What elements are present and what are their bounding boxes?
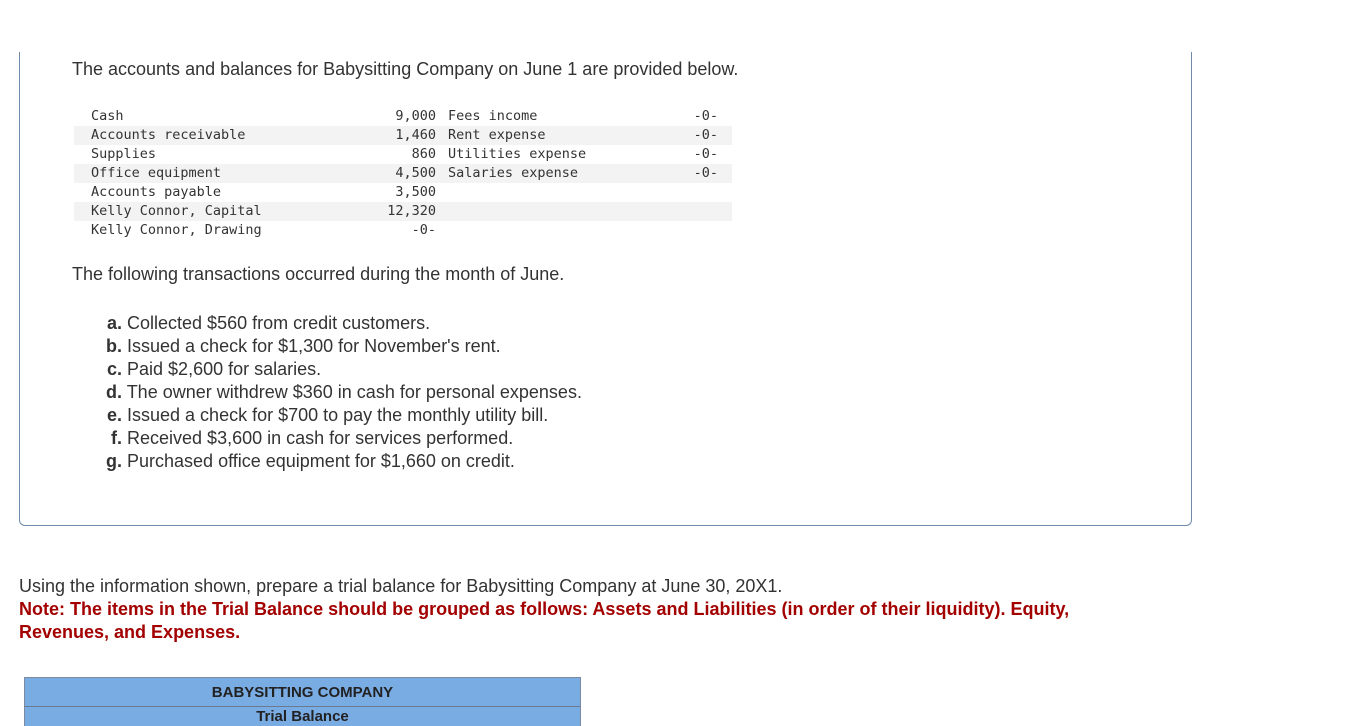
transaction-text: Purchased office equipment for $1,660 on credit.: [127, 451, 515, 471]
table-row: [74, 221, 732, 240]
account-amount: -0-: [638, 126, 732, 145]
account-amount: [638, 202, 732, 221]
list-item: [100, 404, 582, 427]
transaction-letter: b.: [106, 336, 122, 356]
instructions: [19, 575, 1139, 644]
note-text: Note: The items in the Trial Balance should be grouped as follows: Assets and Liabilities (in order of their liquidity). Equity, Revenues, and Expenses.: [19, 599, 1070, 642]
account-name: Office equipment: [74, 164, 341, 183]
table-row: [74, 145, 732, 164]
list-item: [100, 450, 582, 473]
transaction-text: Issued a check for $1,300 for November's rent.: [127, 336, 501, 356]
transaction-letter: d.: [106, 382, 122, 402]
transaction-letter: f.: [111, 428, 122, 448]
account-amount: -0-: [693, 146, 718, 162]
account-amount: 1,460: [341, 126, 436, 145]
account-amount: [638, 183, 732, 202]
account-amount: 9,000: [395, 108, 436, 124]
account-name: Utilities expense: [448, 146, 587, 162]
transactions-list: [100, 312, 582, 473]
transaction-letter: a.: [106, 313, 122, 333]
table-row: [74, 202, 732, 221]
transactions-intro: The following transactions occurred during the month of June.: [72, 264, 565, 284]
transaction-text: Issued a check for $700 to pay the monthly utility bill.: [127, 405, 549, 425]
transaction-text: Paid $2,600 for salaries.: [127, 359, 322, 379]
list-item: [100, 358, 582, 381]
account-amount: 3,500: [395, 184, 436, 200]
table-row: [74, 183, 732, 202]
account-name: Fees income: [448, 108, 538, 124]
account-name: [436, 221, 638, 240]
list-item: [100, 312, 582, 335]
transaction-text: The owner withdrew $360 in cash for personal expenses.: [126, 382, 582, 402]
trial-balance-company-header: BABYSITTING COMPANY: [24, 677, 581, 707]
account-name: Supplies: [91, 146, 157, 162]
account-name: Salaries expense: [436, 164, 638, 183]
account-amount: -0-: [411, 222, 436, 238]
account-name: [436, 202, 638, 221]
transaction-letter: g.: [106, 451, 122, 471]
account-amount: -0-: [638, 164, 732, 183]
account-amount: -0-: [693, 108, 718, 124]
table-row: [74, 126, 732, 145]
account-amount: 12,320: [341, 202, 436, 221]
account-name: Kelly Connor, Capital: [74, 202, 341, 221]
account-amount: 860: [411, 146, 436, 162]
table-row: [74, 107, 732, 126]
transaction-letter: e.: [106, 405, 122, 425]
account-name: Accounts receivable: [74, 126, 341, 145]
account-amount: 4,500: [341, 164, 436, 183]
balances-table: [74, 107, 732, 240]
intro-text: The accounts and balances for Babysitting Company on June 1 are provided below.: [72, 59, 739, 79]
instructions-text: Using the information shown, prepare a trial balance for Babysitting Company at June 30, 20X1.: [19, 576, 783, 596]
transaction-letter: c.: [106, 359, 122, 379]
table-row: [74, 164, 732, 183]
transaction-text: Collected $560 from credit customers.: [127, 313, 431, 333]
list-item: [100, 335, 582, 358]
transaction-text: Received $3,600 in cash for services performed.: [127, 428, 514, 448]
list-item: [100, 381, 582, 404]
account-name: Kelly Connor, Drawing: [91, 222, 262, 238]
account-amount: [638, 221, 732, 240]
list-item: [100, 427, 582, 450]
account-name: Rent expense: [436, 126, 638, 145]
account-name: Accounts payable: [91, 184, 222, 200]
trial-balance-subtitle: Trial Balance: [24, 706, 581, 726]
account-name: [436, 183, 638, 202]
account-name: Cash: [91, 108, 124, 124]
